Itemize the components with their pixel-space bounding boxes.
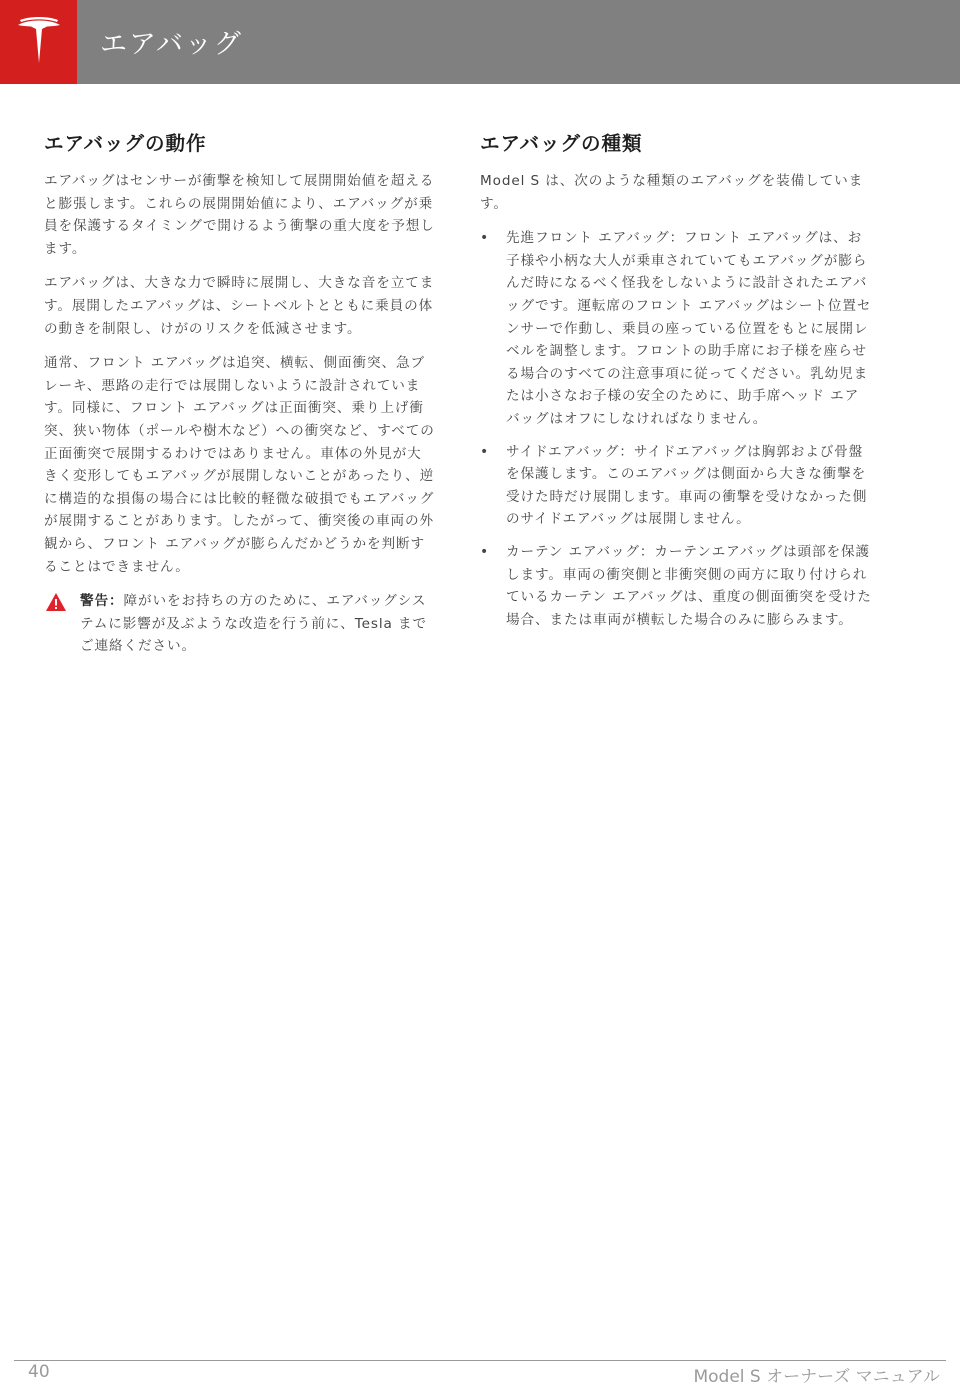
list-item-text: サイドエアバッグ：サイドエアバッグは胸郭および骨盤を保護します。このエアバッグは側面から大きな衝撃を受けた時だけ展開します。車両の衝撃を受けなかった側のサイドエアバッグは展開しません。 <box>506 443 868 528</box>
warning-triangle-icon <box>45 592 67 612</box>
list-item <box>480 441 872 531</box>
paragraph: 通常、フロント エアバッグは追突、横転、側面衝突、急ブレーキ、悪路の走行では展開しないように設計されています。同様に、フロント エアバッグは正面衝突、乗り上げ衝突、狭い物体（ポールや樹木など）への衝突など、すべての正面衝突で展開するわけではありません。車体の外見が大きく変形してもエアバッグが展開しないことがあったり、逆に構造的な損傷の場合には比較的軽微な破損でもエアバッグが展開することがあります。したがって、衝突後の車両の外観から、フロント エアバッグが膨らんだかどうかを判断することはできません。 <box>44 355 435 575</box>
warning-text <box>80 590 436 658</box>
page-title: エアバッグ <box>100 29 243 60</box>
intro-paragraph: Model S は、次のような種類のエアバッグを装備しています。 <box>480 173 864 212</box>
bullet: • <box>480 230 489 247</box>
section-heading-operation: エアバッグの動作 <box>44 132 207 155</box>
paragraph: エアバッグはセンサーが衝撃を検知して展開開始値を超えると膨張します。これらの展開開始値により、エアバッグが乗員を保護するタイミングで開けるよう衝撃の重大度を予想します。 <box>44 173 435 257</box>
paragraph: エアバッグは、大きな力で瞬時に展開し、大きな音を立てます。展開したエアバッグは、シートベルトとともに乗員の体の動きを制限し、けがのリスクを低減させます。 <box>44 275 435 337</box>
list-item-text: カーテン エアバッグ：カーテンエアバッグは頭部を保護します。車両の衝突側と非衝突側の両方に取り付けられているカーテン エアバッグは、重度の側面衝突を受けた場合、または車両が横転した場合のみに膨らみます。 <box>506 543 872 628</box>
page-number: 40 <box>28 1362 50 1382</box>
warning-box <box>44 590 436 658</box>
page-header <box>0 0 960 84</box>
list-item <box>480 541 872 631</box>
left-column <box>44 128 436 658</box>
list-item <box>480 227 872 430</box>
warning-label: 警告： <box>80 593 124 610</box>
logo-box <box>0 0 77 84</box>
tesla-logo-icon <box>16 17 62 67</box>
section-heading-types: エアバッグの種類 <box>480 132 643 155</box>
list-item-text: 先進フロント エアバッグ：フロント エアバッグは、お子様や小柄な大人が乗車されていてもエアバッグが膨らんだ時になるべく怪我をしないように設計されたエアバッグです。運転席のフロント エアバッグはシート位置センサーで作動し、乗員の座っている位置をもとに展開レベルを調整します。フロントの助手席にお子様を座らせる場合のすべての注意事項に従ってください。乳幼児または小さなお子様の安全のために、助手席ヘッド エアバッグはオフにしなければなりません。 <box>506 230 872 427</box>
right-column <box>480 128 872 641</box>
warning-body: 障がいをお持ちの方のために、エアバッグシステムに影響が及ぶような改造を行う前に、Tesla までご連絡ください。 <box>80 593 427 655</box>
bullet: • <box>480 543 489 560</box>
footer-divider <box>14 1360 946 1361</box>
footer-document-title: Model S オーナーズ マニュアル <box>693 1367 940 1387</box>
airbag-type-list <box>480 227 872 631</box>
bullet: • <box>480 443 489 460</box>
